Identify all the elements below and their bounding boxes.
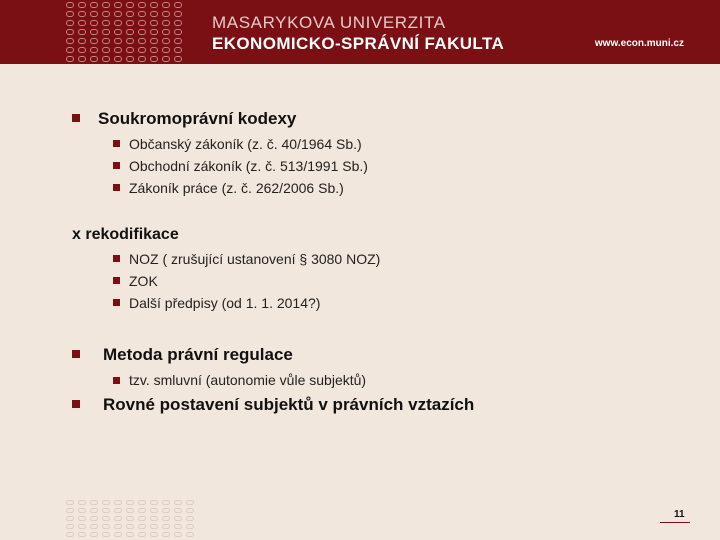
bullet-square-icon — [113, 299, 120, 306]
section-title-private-codes: Soukromoprávní kodexy — [98, 109, 297, 128]
logo-pattern-cell — [162, 524, 170, 529]
bullet-square-icon — [72, 400, 80, 408]
logo-pattern-cell — [126, 516, 134, 521]
list-item: NOZ ( zrušující ustanovení § 3080 NOZ) — [129, 251, 381, 267]
logo-pattern-cell — [114, 508, 122, 513]
logo-pattern-cell — [66, 508, 74, 513]
logo-pattern-cell — [102, 524, 110, 529]
logo-pattern-cell — [126, 532, 134, 537]
logo-pattern-cell — [138, 508, 146, 513]
logo-pattern-cell — [90, 500, 98, 505]
logo-pattern-cell — [90, 508, 98, 513]
bullet-square-icon — [113, 162, 120, 169]
logo-pattern-cell — [102, 516, 110, 521]
logo-pattern-cell — [174, 508, 182, 513]
logo-pattern-cell — [186, 516, 194, 521]
logo-pattern-cell — [78, 524, 86, 529]
section-title-recodification: x rekodifikace — [72, 226, 179, 243]
logo-pattern-cell — [78, 508, 86, 513]
logo-pattern-cell — [138, 524, 146, 529]
logo-pattern-cell — [102, 500, 110, 505]
section-title-equal-position: Rovné postavení subjektů v právních vztazích — [103, 395, 475, 414]
logo-pattern-cell — [150, 500, 158, 505]
logo-pattern-cell — [138, 516, 146, 521]
logo-pattern-cell — [78, 532, 86, 537]
logo-pattern-cell — [126, 508, 134, 513]
logo-pattern-cell — [186, 524, 194, 529]
logo-pattern-cell — [174, 500, 182, 505]
logo-pattern-cell — [126, 524, 134, 529]
logo-pattern-cell — [150, 516, 158, 521]
logo-pattern-cell — [186, 508, 194, 513]
logo-pattern-cell — [66, 516, 74, 521]
list-item: tzv. smluvní (autonomie vůle subjektů) — [129, 372, 367, 388]
bullet-square-icon — [113, 277, 120, 284]
list-item: ZOK — [129, 273, 158, 289]
logo-pattern-cell — [114, 516, 122, 521]
logo-pattern-cell — [162, 532, 170, 537]
logo-pattern-cell — [138, 532, 146, 537]
logo-pattern-cell — [66, 524, 74, 529]
bullet-square-icon — [113, 140, 120, 147]
section-title-regulation-method: Metoda právní regulace — [103, 345, 293, 364]
logo-pattern-cell — [78, 516, 86, 521]
list-item: Další předpisy (od 1. 1. 2014?) — [129, 295, 321, 311]
logo-pattern-cell — [186, 500, 194, 505]
bullet-square-icon — [113, 184, 120, 191]
logo-pattern-cell — [162, 508, 170, 513]
list-item: Občanský zákoník (z. č. 40/1964 Sb.) — [129, 136, 362, 152]
website-url[interactable]: www.econ.muni.cz — [594, 38, 684, 49]
logo-pattern-cell — [90, 516, 98, 521]
logo-pattern-cell — [90, 532, 98, 537]
logo-pattern-cell — [102, 508, 110, 513]
logo-pattern-cell — [150, 524, 158, 529]
logo-pattern-cell — [174, 532, 182, 537]
logo-pattern-cell — [138, 500, 146, 505]
bullet-square-icon — [72, 114, 80, 122]
university-name: MASARYKOVA UNIVERZITA — [212, 13, 446, 32]
page-number: 11 — [674, 509, 685, 520]
faculty-name: EKONOMICKO-SPRÁVNÍ FAKULTA — [212, 34, 505, 53]
logo-pattern-cell — [150, 508, 158, 513]
bullet-square-icon — [72, 350, 80, 358]
logo-pattern-cell — [186, 532, 194, 537]
footer-logo-pattern — [66, 500, 206, 540]
logo-pattern-cell — [174, 516, 182, 521]
logo-pattern-cell — [126, 500, 134, 505]
logo-pattern-cell — [162, 500, 170, 505]
logo-pattern-cell — [150, 532, 158, 537]
logo-pattern-cell — [162, 516, 170, 521]
logo-pattern-cell — [66, 532, 74, 537]
logo-pattern-cell — [78, 500, 86, 505]
logo-pattern-cell — [66, 500, 74, 505]
logo-pattern-cell — [90, 524, 98, 529]
logo-pattern-cell — [102, 532, 110, 537]
page-number-underline — [660, 522, 690, 523]
logo-pattern-cell — [174, 524, 182, 529]
bullet-square-icon — [113, 377, 120, 384]
logo-pattern-cell — [114, 524, 122, 529]
bullet-square-icon — [113, 255, 120, 262]
list-item: Zákoník práce (z. č. 262/2006 Sb.) — [129, 180, 344, 196]
logo-pattern-cell — [114, 532, 122, 537]
list-item: Obchodní zákoník (z. č. 513/1991 Sb.) — [129, 158, 368, 174]
logo-pattern-cell — [114, 500, 122, 505]
